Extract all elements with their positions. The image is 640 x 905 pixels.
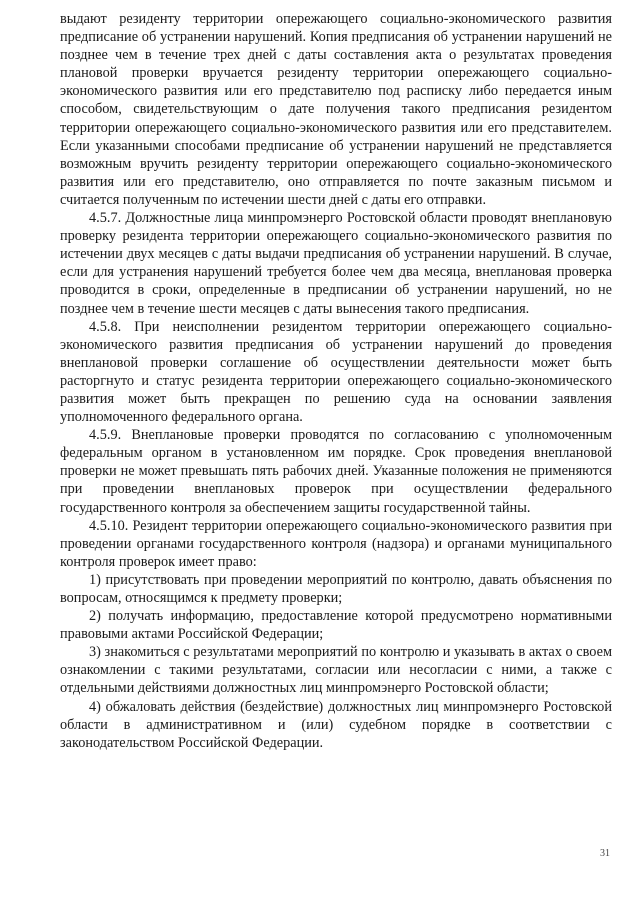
paragraph-4-5-9: 4.5.9. Внеплановые проверки проводятся по согласованию с уполномоченным федеральным органом в установленном им порядке. Срок проведения внеплановой проверки не может превышать пять рабочих дней. Указанные положения не применяются при проведении внеплановых проверок при осуществлении федерального государственного контроля за обеспечением защиты государственной тайны. [60,427,612,516]
list-item-4: 4) обжаловать действия (бездействие) должностных лиц минпромэнерго Ростовской области в административном и (или) судебном порядке в соответствии с законодательством Российской Федерации. [60,698,612,751]
list-item-2: 2) получать информацию, предоставление которой предусмотрено нормативными правовыми актами Российской Федерации; [60,608,612,643]
paragraph-4-5-10: 4.5.10. Резидент территории опережающего социально-экономического развития при проведении органами государственного контроля (надзора) и органами муниципального контроля проверок имеет право: [60,517,612,570]
document-body [60,10,612,752]
paragraph-4-5-7: 4.5.7. Должностные лица минпромэнерго Ростовской области проводят внеплановую проверку резидента территории опережающего социально-экономического развития по истечении двух месяцев с даты выдачи предписания об устранении нарушений. В случае, если для устранения нарушений требуется более чем два месяца, внеплановая проверка проводится в сроки, определенные в предписании об устранении нарушений, но не позднее чем в течение шести месяцев с даты вынесения такого предписания. [60,210,612,317]
list-item-1: 1) присутствовать при проведении мероприятий по контролю, давать объяснения по вопросам, относящимся к предмету проверки; [60,571,612,606]
paragraph-4-5-8: 4.5.8. При неисполнении резидентом территории опережающего социально-экономического развития предписания об устранении нарушений до проведения внеплановой проверки соглашение об осуществлении деятельности может быть расторгнуто и статус резидента территории опережающего социально-экономического развития может быть прекращен по решению суда на основании заявления уполномоченного федерального органа. [60,318,612,426]
paragraph-continuation: выдают резиденту территории опережающего социально-экономического развития предписание об устранении нарушений. Копия предписания об устранении нарушений не позднее чем в течение трех дней с даты составления акта о результатах проведения плановой проверки вручается резиденту территории опережающего социально-экономического развития или его представителю под расписку либо передается иным способом, свидетельствующим о дате получения такого предписания резидентом территории опережающего социально-экономического развития или его представителем. Если указанными способами предписание об устранении нарушений не представляется возможным вручить резиденту территории опережающего социально-экономического развития или его представителю, оно отправляется по почте заказным письмом и считается полученным по истечении шести дней с даты его отправки. [60,11,612,208]
page-number: 31 [600,848,610,859]
list-item-3: 3) знакомиться с результатами мероприятий по контролю и указывать в актах о своем ознакомлении с такими результатами, согласии или несогласии с ними, а также с отдельными действиями должностных лиц минпромэнерго Ростовской области; [60,644,612,697]
